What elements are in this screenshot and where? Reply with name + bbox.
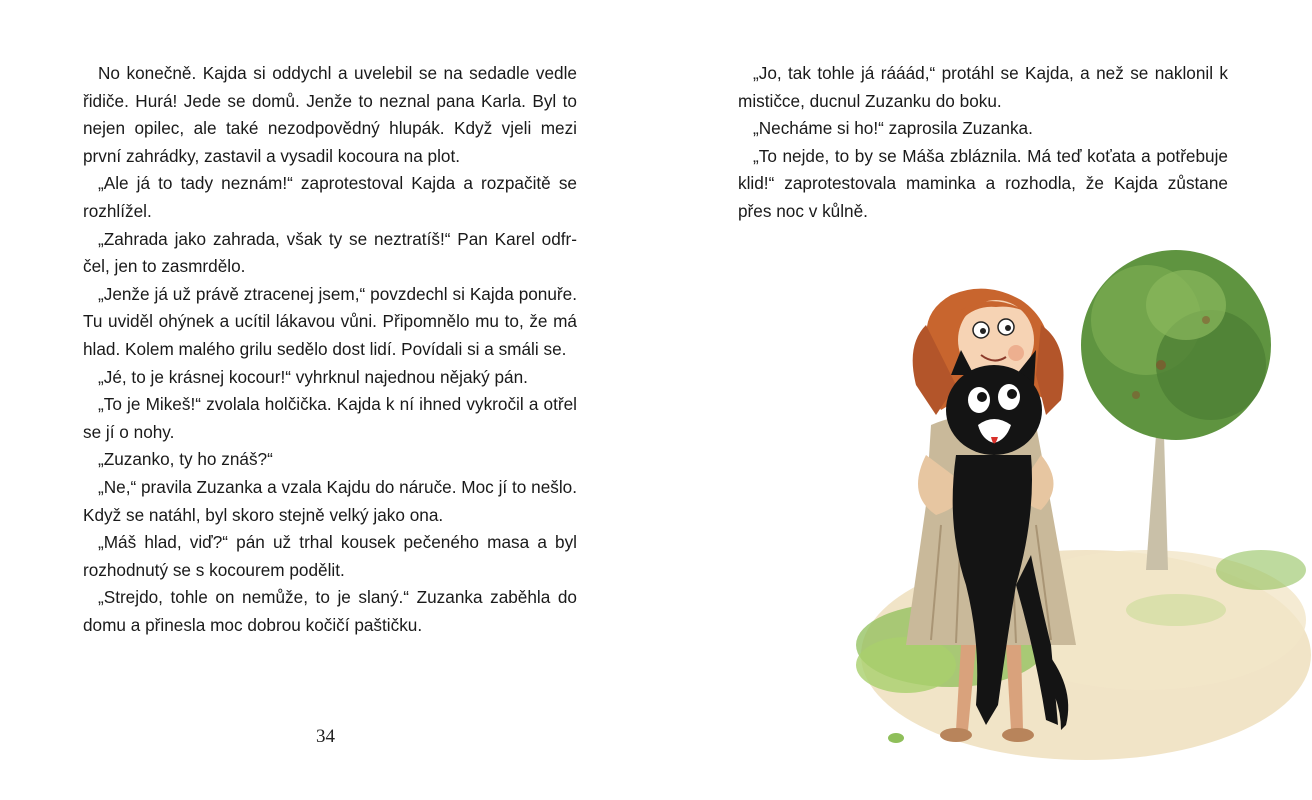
paragraph: „Ne,“ pravila Zuzanka a vzala Kajdu do náruče. Moc jí to nešlo. Když se natáhl, byl skoro stejně velký jako ona. — [83, 476, 577, 525]
paragraph: „Strejdo, tohle on nemůže, to je slaný.“ Zuzanka zaběhla do domu a přinesla moc dobrou kočičí paštičku. — [83, 587, 577, 635]
left-text-block — [83, 60, 577, 639]
paragraph: „Necháme si ho!“ zaprosila Zuzanka. — [753, 118, 1033, 139]
right-page — [656, 0, 1312, 800]
page-number: 34 — [316, 726, 335, 747]
paragraph: „Ale já to tady neznám!“ zaprotestoval Kajda a rozpačitě se rozhlížel. — [83, 173, 577, 221]
paragraph: „Jé, to je krásnej kocour!“ vyhrknul najednou nějaký pán. — [98, 366, 528, 387]
paragraph: No konečně. Kajda si oddychl a uvelebil se na sedadle vedle řidiče. Hurá! Jede se domů. Jenže to neznal pana Karla. Byl to nejen opilec, ale také nezodpovědný hlupák. Když vjeli mezi první zahrádky, zastavil a vysadil kocoura na plot. — [83, 63, 577, 166]
illustration-girl-hugging-cat — [846, 225, 1312, 770]
paragraph: „Máš hlad, viď?“ pán už trhal kousek pečeného masa a byl rozhodnutý se s kocourem podělit. — [83, 532, 577, 580]
paragraph: „Jo, tak tohle já rááád,“ protáhl se Kajda, a než se naklonil k mističce, ducnul Zuzanku do boku. — [738, 63, 1228, 111]
paragraph: „Jenže já už právě ztracenej jsem,“ povzdechl si Kajda ponuře. Tu uviděl ohýnek a ucítil lákavou vůni. Připomnělo mu to, že má hlad. Kolem malého grilu sedělo dost lidí. Povídali si a smáli se. — [83, 283, 577, 359]
tree — [1081, 250, 1271, 570]
paragraph: „Zahrada jako zahrada, však ty se neztratíš!“ Pan Karel odfrčel, jen to zasmrdělo. — [83, 228, 577, 277]
paragraph: „Zuzanko, ty ho znáš?“ — [98, 449, 273, 470]
right-text-block — [738, 60, 1228, 226]
paragraph: „To je Mikeš!“ zvolala holčička. Kajda k ní ihned vykročil a otřel se jí o nohy. — [83, 394, 577, 442]
paragraph: „To nejde, to by se Máša zbláznila. Má teď koťata a potřebuje klid!“ zaprotestovala maminka a rozhodla, že Kajda zůstane přes noc v kůlně. — [738, 145, 1228, 221]
